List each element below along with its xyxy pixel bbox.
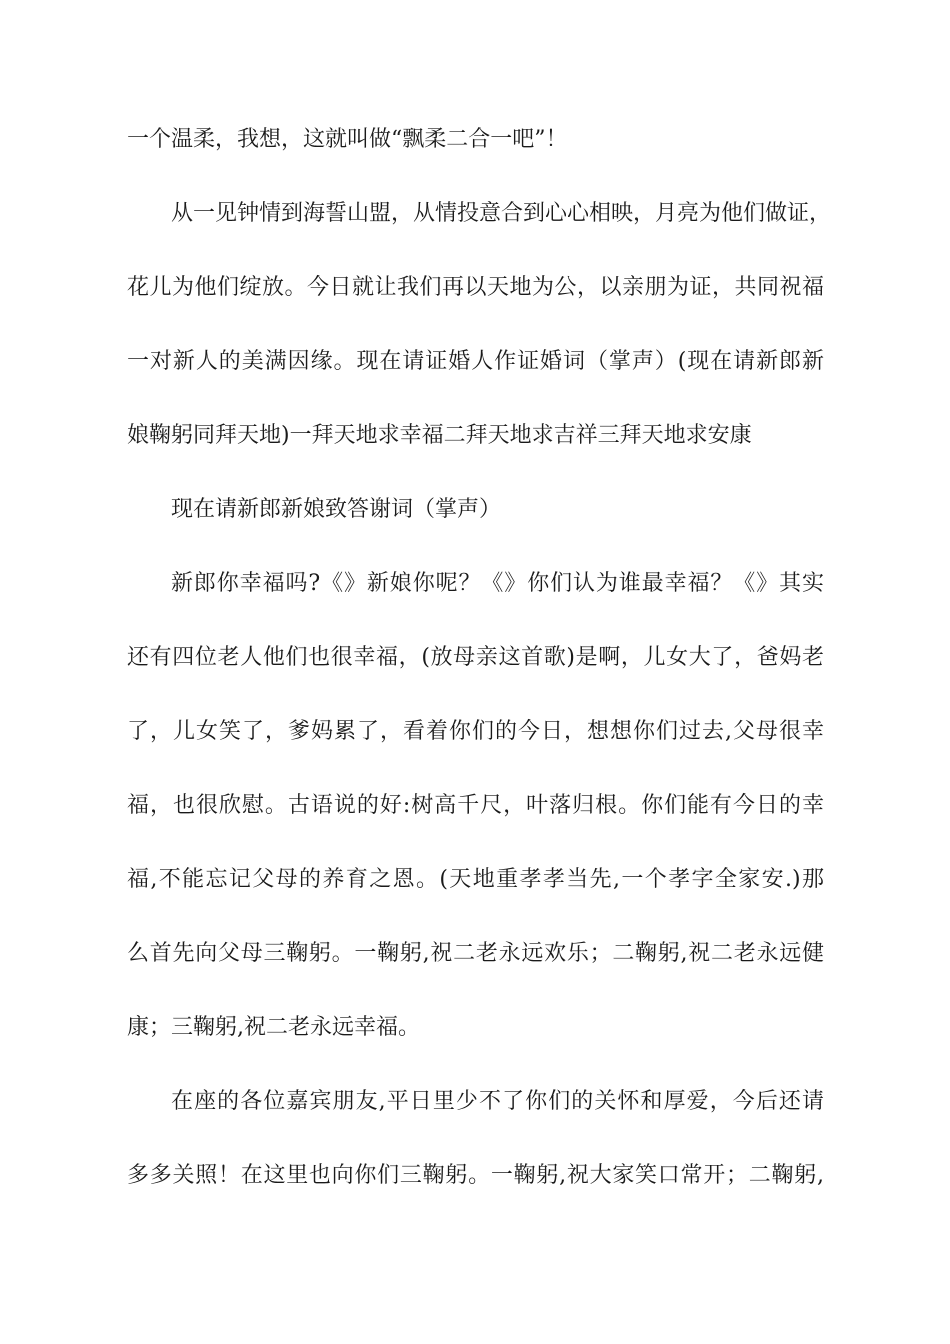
text-line: 一个温柔，我想，这就叫做“飘柔二合一吧”！ [127, 127, 568, 152]
text-line: 现在请新郎新娘致答谢词（掌声） [171, 497, 502, 522]
text-line: 一对新人的美满因缘。现在请证婚人作证婚词（掌声）(现在请新郎新 [127, 349, 824, 374]
text-line: 福，也很欣慰。古语说的好:树高千尺，叶落归根。你们能有今日的幸 [127, 793, 824, 818]
text-line: 福,不能忘记父母的养育之恩。(天地重孝孝当先,一个孝字全家安.)那 [127, 867, 824, 892]
document-body [127, 117, 832, 1227]
text-line: 在座的各位嘉宾朋友,平日里少不了你们的关怀和厚爱，今后还请 [171, 1089, 824, 1114]
text-line: 多多关照！在这里也向你们三鞠躬。一鞠躬,祝大家笑口常开；二鞠躬, [127, 1163, 824, 1188]
text-line: 娘鞠躬同拜天地)一拜天地求幸福二拜天地求吉祥三拜天地求安康 [127, 423, 752, 448]
text-line: 么首先向父母三鞠躬。一鞠躬,祝二老永远欢乐；二鞠躬,祝二老永远健 [127, 941, 824, 966]
text-line: 从一见钟情到海誓山盟，从情投意合到心心相映，月亮为他们做证， [171, 201, 832, 226]
text-line: 康；三鞠躬,祝二老永远幸福。 [127, 1015, 420, 1040]
text-line: 还有四位老人他们也很幸福，(放母亲这首歌)是啊，儿女大了，爸妈老 [127, 645, 824, 670]
text-line: 花儿为他们绽放。今日就让我们再以天地为公，以亲朋为证，共同祝福 [127, 275, 824, 300]
text-line: 了，儿女笑了，爹妈累了，看着你们的今日，想想你们过去,父母很幸 [127, 719, 824, 744]
text-line: 新郎你幸福吗?《》新娘你呢？《》你们认为谁最幸福？《》其实 [171, 571, 824, 596]
